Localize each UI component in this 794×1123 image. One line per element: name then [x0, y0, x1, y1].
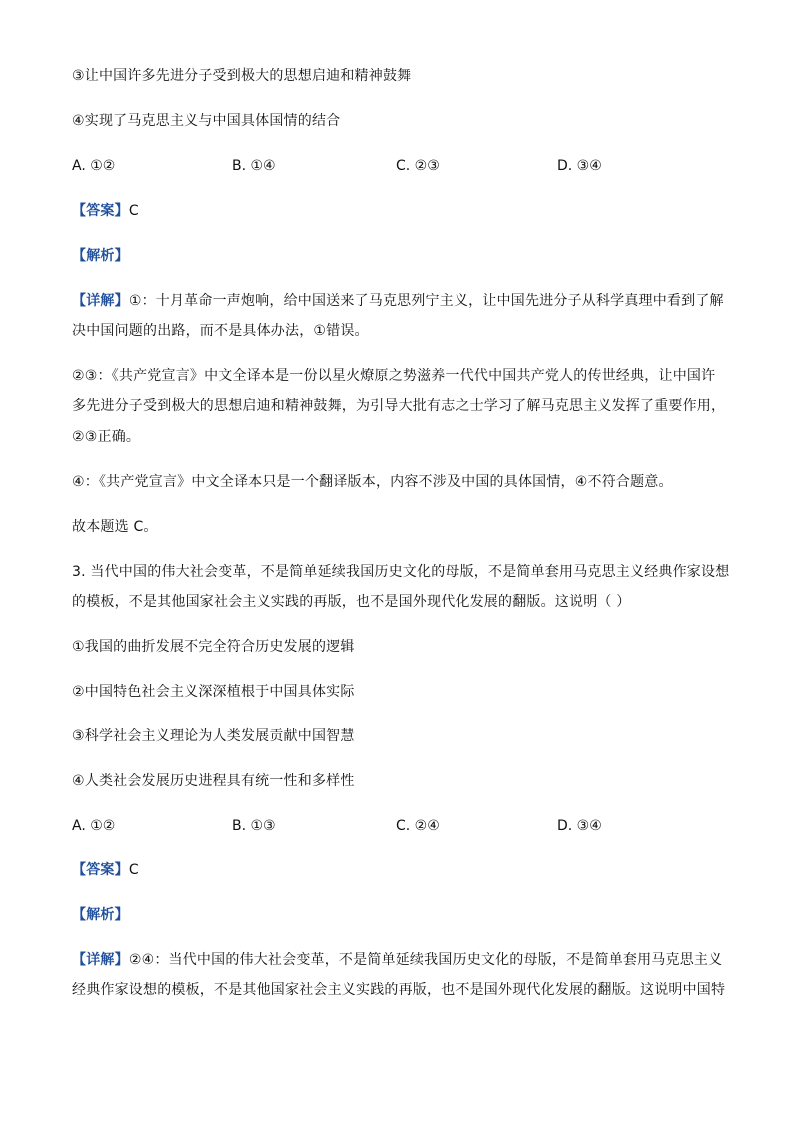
detail-tag: 【详解】: [72, 952, 129, 968]
answer-tag: 【答案】: [72, 203, 129, 219]
analysis-tag: 【解析】: [72, 248, 129, 264]
q2-item-3: ③让中国许多先进分子受到极大的思想启迪和精神鼓舞: [72, 68, 412, 84]
answer-value: C: [128, 203, 139, 219]
q2-item-4: ④实现了马克思主义与中国具体国情的结合: [72, 113, 341, 129]
q3-item-2: ②中国特色社会主义深深植根于中国具体实际: [72, 684, 355, 700]
q2-analysis-heading: [72, 247, 129, 265]
q2-detail-p2-line-2: 多先进分子受到极大的思想启迪和精神鼓舞，为引导大批有志之士学习了解马克思主义发挥了重要作用，: [72, 398, 726, 414]
analysis-tag: 【解析】: [72, 907, 129, 923]
q3-option-a: A. ①②: [72, 818, 116, 834]
q2-detail-p2-line-3: ②③正确。: [72, 429, 141, 445]
answer-value: C: [128, 862, 139, 878]
q2-option-c: C. ②③: [396, 158, 440, 174]
q2-conclusion: 故本题选 C。: [72, 519, 158, 535]
q3-detail-line-2: 经典作家设想的模板，不是其他国家社会主义实践的再版，也不是国外现代化发展的翻版。这说明中国特: [72, 982, 726, 998]
q3-stem-line-2: 的模板，不是其他国家社会主义实践的再版，也不是国外现代化发展的翻版。这说明（ ）: [72, 594, 631, 610]
q2-option-b: B. ①④: [232, 158, 276, 174]
q3-option-b: B. ①③: [232, 818, 276, 834]
q2-detail-p3: ④：《共产党宣言》中文全译本只是一个翻译版本，内容不涉及中国的具体国情，④不符合题意。: [72, 474, 673, 490]
detail-text: ②④：当代中国的伟大社会变革，不是简单延续我国历史文化的母版，不是简单套用马克思主义: [128, 952, 723, 968]
q2-answer: [72, 202, 139, 220]
detail-tag: 【详解】: [72, 293, 129, 309]
q2-option-d: D. ③④: [557, 158, 602, 174]
q3-item-4: ④人类社会发展历史进程具有统一性和多样性: [72, 773, 355, 789]
q2-detail-line-2: 决中国问题的出路，而不是具体办法，①错误。: [72, 323, 369, 339]
q3-answer: [72, 861, 139, 879]
q3-option-c: C. ②④: [396, 818, 440, 834]
q3-detail-line-1: [72, 951, 722, 969]
q2-detail-p2-line-1: ②③：《共产党宣言》中文全译本是一份以星火燎原之势滋养一代代中国共产党人的传世经典，让中国许: [72, 368, 716, 384]
q2-option-a: A. ①②: [72, 158, 116, 174]
q3-item-3: ③科学社会主义理论为人类发展贡献中国智慧: [72, 728, 355, 744]
q2-detail-line-1: [72, 292, 724, 310]
q3-option-d: D. ③④: [557, 818, 602, 834]
q3-stem-line-1: 3. 当代中国的伟大社会变革，不是简单延续我国历史文化的母版，不是简单套用马克思主义经典作家设想: [72, 564, 730, 580]
detail-text: ①：十月革命一声炮响，给中国送来了马克思列宁主义，让中国先进分子从科学真理中看到了解: [128, 293, 724, 309]
answer-tag: 【答案】: [72, 862, 129, 878]
q3-item-1: ①我国的曲折发展不完全符合历史发展的逻辑: [72, 639, 355, 655]
q3-analysis-heading: [72, 906, 129, 924]
